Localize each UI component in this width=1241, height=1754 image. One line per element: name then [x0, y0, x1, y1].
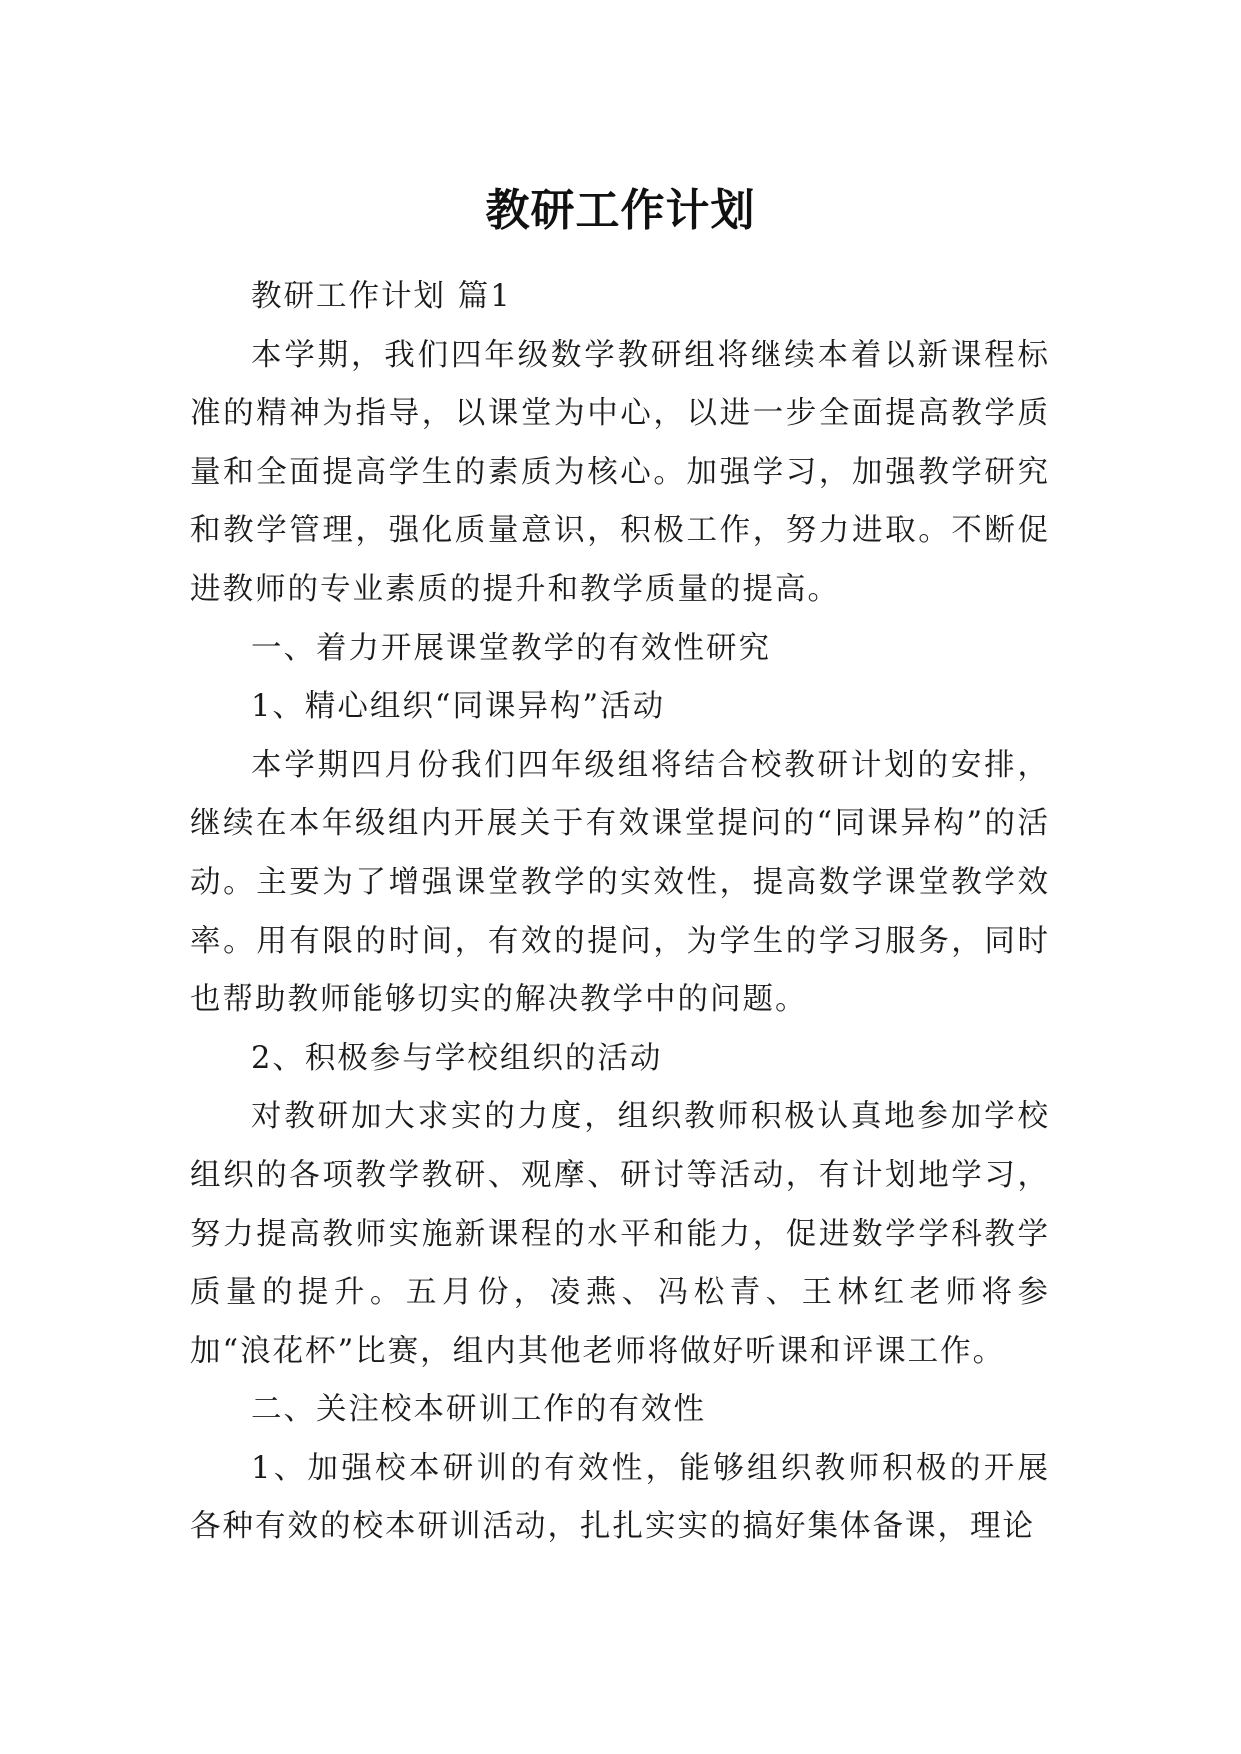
paragraph: 对教研加大求实的力度，组织教师积极认真地参加学校组织的各项教学教研、观摩、研讨等活动，有计划地学习，努力提高教师实施新课程的水平和能力，促进数学学科教学质量的提升。五月份，凌燕、冯松青、王林红老师将参加“浪花杯”比赛，组内其他老师将做好听课和评课工作。	[190, 1099, 1050, 1369]
paragraph: 1、加强校本研训的有效性，能够组织教师积极的开展各种有效的校本研训活动，扎扎实实的搞好集体备课，理论	[190, 1450, 1050, 1545]
document-body	[190, 268, 1050, 1557]
paragraph: 本学期四月份我们四年级组将结合校教研计划的安排，继续在本年级组内开展关于有效课堂提问的“同课异构”的活动。主要为了增强课堂教学的实效性，提高数学课堂教学效率。用有限的时间，有效的提问，为学生的学习服务，同时也帮助教师能够切实的解决教学中的问题。	[190, 747, 1050, 1018]
paragraph: 本学期，我们四年级数学教研组将继续本着以新课程标准的精神为指导，以课堂为中心，以进一步全面提高教学质量和全面提高学生的素质为核心。加强学习，加强教学研究和教学管理，强化质量意识，积极工作，努力进取。不断促进教师的专业素质的提升和教学质量的提高。	[190, 337, 1050, 607]
section-heading: 一、着力开展课堂教学的有效性研究	[251, 630, 771, 666]
section-heading: 教研工作计划 篇1	[251, 279, 512, 314]
subsection-heading: 2、积极参与学校组织的活动	[251, 1040, 663, 1076]
document-title: 教研工作计划	[485, 185, 756, 237]
section-heading: 二、关注校本研训工作的有效性	[251, 1392, 706, 1428]
subsection-heading: 1、精心组织“同课异构”活动	[251, 689, 666, 725]
